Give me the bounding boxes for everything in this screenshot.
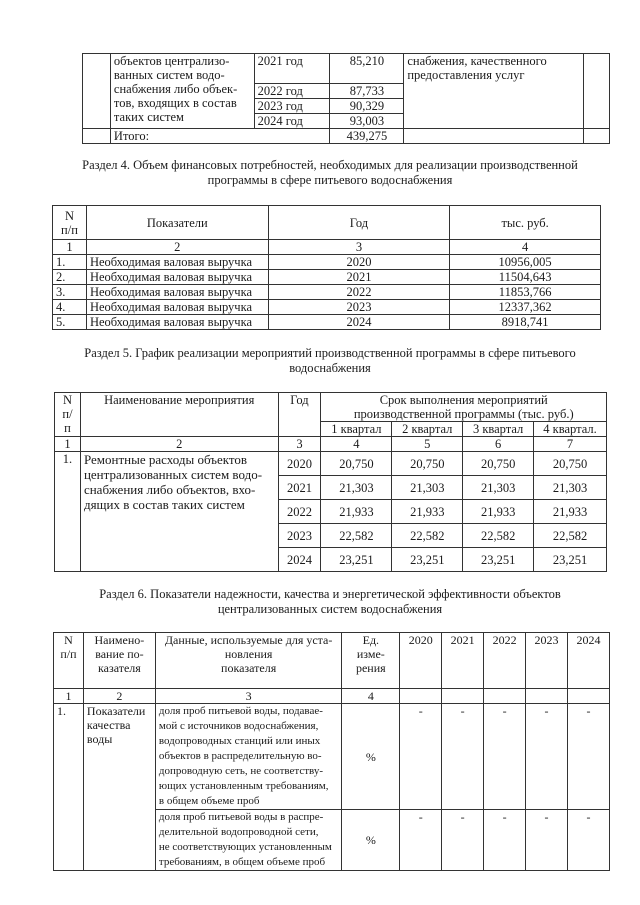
row-year: 2022 bbox=[278, 500, 321, 524]
text-line: в общем объеме проб bbox=[158, 795, 260, 807]
header-text: N bbox=[62, 393, 72, 407]
section6-title bbox=[40, 587, 620, 617]
table-row bbox=[53, 300, 601, 315]
row-year: 2024 bbox=[278, 548, 321, 572]
col-number: 1 bbox=[53, 240, 87, 255]
year-value: - bbox=[526, 704, 568, 810]
col-number: 4 bbox=[450, 240, 601, 255]
table-continuation bbox=[82, 53, 610, 144]
quarter-value: 22,582 bbox=[463, 524, 534, 548]
header-text: N bbox=[64, 633, 73, 647]
year-value: - bbox=[442, 704, 484, 810]
text-line: объектов централизо- bbox=[113, 54, 230, 68]
quarter-value: 20,750 bbox=[321, 452, 392, 476]
year-value: - bbox=[484, 704, 526, 810]
year-cell: 2022 год bbox=[254, 84, 330, 99]
header-quarter: 3 квартал bbox=[463, 422, 534, 437]
table-cell bbox=[584, 54, 610, 129]
table-row bbox=[55, 452, 607, 476]
text-line: дящих в состав таких систем bbox=[83, 497, 245, 512]
row-year: 2024 bbox=[268, 315, 450, 330]
row-num: 4. bbox=[53, 300, 87, 315]
row-value: 11504,643 bbox=[450, 270, 601, 285]
header-quarter: 2 квартал bbox=[392, 422, 463, 437]
value-cell: 87,733 bbox=[330, 84, 404, 99]
col-number: 6 bbox=[463, 437, 534, 452]
table-cell bbox=[404, 129, 584, 144]
quarter-value: 21,933 bbox=[534, 500, 607, 524]
header-amount: тыс. руб. bbox=[450, 206, 601, 240]
row-name: Необходимая валовая выручка bbox=[86, 300, 268, 315]
row-name: Необходимая валовая выручка bbox=[86, 270, 268, 285]
title-line: водоснабжения bbox=[289, 361, 371, 375]
row-value: 10956,005 bbox=[450, 255, 601, 270]
text-line: не соответствующих установленным bbox=[158, 841, 332, 853]
row-num: 1. bbox=[53, 255, 87, 270]
title-line: программы в сфере питьевого водоснабжения bbox=[207, 173, 453, 187]
text-line: качества bbox=[86, 718, 131, 732]
header-year: 2024 bbox=[568, 633, 610, 689]
col-number: 3 bbox=[268, 240, 450, 255]
header-num bbox=[54, 633, 84, 689]
row-name: Необходимая валовая выручка bbox=[86, 285, 268, 300]
row-num: 2. bbox=[53, 270, 87, 285]
row-year: 2022 bbox=[268, 285, 450, 300]
row-num: 3. bbox=[53, 285, 87, 300]
col-number: 2 bbox=[80, 437, 278, 452]
quarter-value: 23,251 bbox=[534, 548, 607, 572]
value-cell: 90,329 bbox=[330, 99, 404, 114]
text-line: Показатели bbox=[86, 704, 146, 718]
title-line: Раздел 6. Показатели надежности, качества и энергетической эффективности объектов bbox=[99, 587, 561, 601]
value-cell: 93,003 bbox=[330, 114, 404, 129]
quarter-value: 22,582 bbox=[321, 524, 392, 548]
header-text: новления bbox=[224, 647, 273, 661]
year-value: - bbox=[400, 810, 442, 871]
text-line: предоставления услуг bbox=[407, 68, 525, 82]
text-line: доля проб питьевой воды в распре- bbox=[158, 811, 324, 823]
header-name bbox=[83, 633, 155, 689]
year-cell: 2023 год bbox=[254, 99, 330, 114]
financial-needs-table bbox=[52, 205, 601, 330]
text-line: воды bbox=[86, 732, 113, 746]
schedule-table bbox=[54, 392, 607, 572]
quarter-value: 20,750 bbox=[392, 452, 463, 476]
header-text: п/ bbox=[62, 407, 73, 421]
section4-title bbox=[40, 158, 620, 188]
year-value: - bbox=[484, 810, 526, 871]
text-line: снабжения либо объектов, вхо- bbox=[83, 482, 256, 497]
effect-description bbox=[404, 54, 584, 129]
header-text: Ед. bbox=[362, 633, 380, 647]
quarter-value: 21,303 bbox=[534, 476, 607, 500]
row-year: 2023 bbox=[268, 300, 450, 315]
header-unit bbox=[342, 633, 400, 689]
table-cell bbox=[584, 129, 610, 144]
row-year: 2020 bbox=[278, 452, 321, 476]
year-value: - bbox=[568, 810, 610, 871]
text-line: ванных систем водо- bbox=[113, 68, 225, 82]
table-row bbox=[54, 704, 610, 810]
item-name bbox=[83, 704, 155, 871]
row-description bbox=[155, 810, 342, 871]
header-num bbox=[53, 206, 87, 240]
item-num: 1. bbox=[54, 704, 84, 871]
title-line: Раздел 4. Объем финансовых потребностей, необходимых для реализации производственной bbox=[82, 158, 578, 172]
quality-indicators-table bbox=[53, 632, 610, 871]
header-text: п bbox=[64, 421, 71, 435]
header-text: изме- bbox=[356, 647, 385, 661]
header-text: производственной программы (тыс. руб.) bbox=[353, 407, 574, 421]
quarter-value: 21,933 bbox=[463, 500, 534, 524]
value-cell: 85,210 bbox=[330, 54, 404, 84]
header-data bbox=[155, 633, 342, 689]
text-line: требованиям, в общем объеме проб bbox=[158, 856, 326, 868]
text-line: таких систем bbox=[113, 110, 184, 124]
col-number: 1 bbox=[54, 689, 84, 704]
text-line: ющих установленным требованиям, bbox=[158, 780, 329, 792]
header-text: вание по- bbox=[95, 647, 144, 661]
item-activity bbox=[80, 452, 278, 572]
table-cell bbox=[484, 689, 526, 704]
quarter-value: 23,251 bbox=[392, 548, 463, 572]
quarter-value: 20,750 bbox=[534, 452, 607, 476]
quarter-value: 21,303 bbox=[463, 476, 534, 500]
header-text: Срок выполнения мероприятий bbox=[379, 393, 548, 407]
table-cell bbox=[442, 689, 484, 704]
activity-description bbox=[110, 54, 254, 129]
header-year: 2021 bbox=[442, 633, 484, 689]
header-quarter: 4 квартал. bbox=[534, 422, 607, 437]
header-year: Год bbox=[268, 206, 450, 240]
text-line: Ремонтные расходы объектов bbox=[83, 452, 248, 467]
year-value: - bbox=[568, 704, 610, 810]
col-number: 7 bbox=[534, 437, 607, 452]
row-description bbox=[155, 704, 342, 810]
text-line: допроводную сеть, не соответству- bbox=[158, 765, 324, 777]
row-year: 2021 bbox=[278, 476, 321, 500]
table-cell bbox=[83, 129, 111, 144]
row-name: Необходимая валовая выручка bbox=[86, 315, 268, 330]
col-number: 2 bbox=[83, 689, 155, 704]
section5-title bbox=[40, 346, 620, 376]
header-text: казателя bbox=[97, 661, 141, 675]
header-text: Данные, используемые для уста- bbox=[164, 633, 333, 647]
row-name: Необходимая валовая выручка bbox=[86, 255, 268, 270]
table-cell bbox=[400, 689, 442, 704]
text-line: централизованных систем водо- bbox=[83, 467, 263, 482]
text-line: объектов в распределительную во- bbox=[158, 750, 322, 762]
quarter-value: 22,582 bbox=[392, 524, 463, 548]
year-cell: 2021 год bbox=[254, 54, 330, 84]
row-year: 2020 bbox=[268, 255, 450, 270]
year-value: - bbox=[400, 704, 442, 810]
row-year: 2021 bbox=[268, 270, 450, 285]
table-cell bbox=[526, 689, 568, 704]
quarter-value: 21,933 bbox=[321, 500, 392, 524]
col-number: 3 bbox=[278, 437, 321, 452]
row-value: 8918,741 bbox=[450, 315, 601, 330]
header-text: рения bbox=[355, 661, 386, 675]
header-year: 2023 bbox=[526, 633, 568, 689]
col-number: 2 bbox=[86, 240, 268, 255]
total-value: 439,275 bbox=[330, 129, 404, 144]
total-label: Итого: bbox=[110, 129, 330, 144]
header-year: 2020 bbox=[400, 633, 442, 689]
table-row bbox=[53, 285, 601, 300]
row-num: 5. bbox=[53, 315, 87, 330]
table-cell bbox=[568, 689, 610, 704]
year-cell: 2024 год bbox=[254, 114, 330, 129]
quarter-value: 21,303 bbox=[392, 476, 463, 500]
text-line: водопроводных станций или иных bbox=[158, 735, 321, 747]
header-text: N bbox=[64, 208, 74, 223]
col-number: 4 bbox=[342, 689, 400, 704]
title-line: централизованных систем водоснабжения bbox=[217, 602, 443, 616]
header-indicator: Показатели bbox=[86, 206, 268, 240]
col-number: 4 bbox=[321, 437, 392, 452]
row-value: 12337,362 bbox=[450, 300, 601, 315]
table-row bbox=[53, 255, 601, 270]
table-row bbox=[53, 315, 601, 330]
col-number: 5 bbox=[392, 437, 463, 452]
quarter-value: 22,582 bbox=[534, 524, 607, 548]
row-year: 2023 bbox=[278, 524, 321, 548]
text-line: делительной водопроводной сети, bbox=[158, 826, 319, 838]
table-cell bbox=[83, 54, 111, 129]
header-year: Год bbox=[278, 393, 321, 437]
text-line: тов, входящих в состав bbox=[113, 96, 237, 110]
header-num bbox=[55, 393, 81, 437]
year-value: - bbox=[526, 810, 568, 871]
header-term bbox=[321, 393, 607, 422]
col-number: 1 bbox=[55, 437, 81, 452]
text-line: снабжения либо объек- bbox=[113, 82, 238, 96]
header-text: Наимено- bbox=[94, 633, 145, 647]
header-text: показателя bbox=[221, 661, 277, 675]
header-text: п/п bbox=[60, 647, 77, 661]
item-num: 1. bbox=[55, 452, 81, 572]
header-year: 2022 bbox=[484, 633, 526, 689]
quarter-value: 21,303 bbox=[321, 476, 392, 500]
title-line: Раздел 5. График реализации мероприятий производственной программы в сфере питьевого bbox=[84, 346, 576, 360]
row-unit: % bbox=[342, 704, 400, 810]
row-unit: % bbox=[342, 810, 400, 871]
row-value: 11853,766 bbox=[450, 285, 601, 300]
col-number: 3 bbox=[155, 689, 342, 704]
header-activity: Наименование мероприятия bbox=[80, 393, 278, 437]
text-line: мой с источников водоснабжения, bbox=[158, 720, 319, 732]
quarter-value: 23,251 bbox=[463, 548, 534, 572]
header-text: п/п bbox=[61, 222, 78, 237]
quarter-value: 23,251 bbox=[321, 548, 392, 572]
table-row bbox=[53, 270, 601, 285]
quarter-value: 21,933 bbox=[392, 500, 463, 524]
year-value: - bbox=[442, 810, 484, 871]
text-line: снабжения, качественного bbox=[407, 54, 547, 68]
header-quarter: 1 квартал bbox=[321, 422, 392, 437]
text-line: доля проб питьевой воды, подавае- bbox=[158, 705, 323, 717]
quarter-value: 20,750 bbox=[463, 452, 534, 476]
